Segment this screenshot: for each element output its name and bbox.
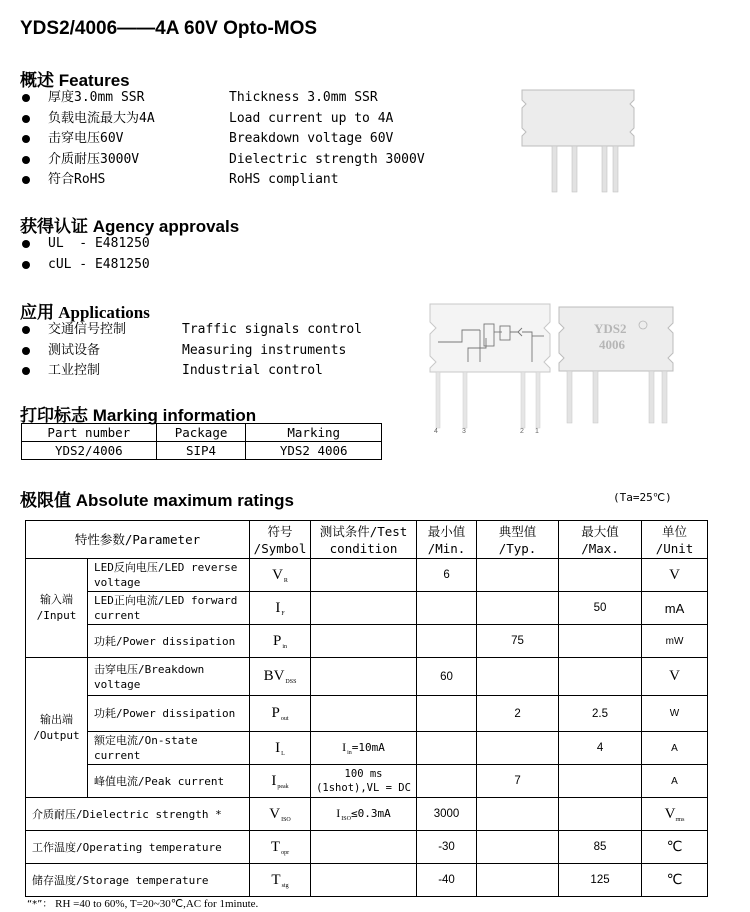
feature-cn: 符合RoHS (48, 172, 106, 187)
applications-heading-cn: 应用 (20, 303, 54, 323)
header-max-en: /Max. (581, 540, 619, 556)
feature-en: Thickness 3.0mm SSR (229, 90, 378, 105)
max-cell: 4 (559, 732, 642, 765)
footnote-text: RH =40 to 60%, T=20~30℃,AC for 1minute. (55, 898, 259, 910)
marking-package: SIP4 (156, 442, 246, 460)
param-line1: LED正向电流/LED forward (94, 594, 238, 607)
feature-item (22, 129, 442, 149)
ratings-table (25, 520, 708, 897)
unit-cell: A (642, 765, 708, 798)
circuit-diagram (428, 302, 552, 434)
table-row (26, 798, 708, 831)
marking-header-part: Part number (22, 424, 157, 442)
symbol-main: BV (263, 668, 285, 684)
symbol-cell (250, 732, 311, 765)
cond-cell (311, 765, 417, 798)
pin-label: 2 (520, 428, 524, 434)
header-typ-cn: 典型值 (498, 523, 537, 539)
bullet-icon (22, 94, 30, 102)
table-row (26, 625, 708, 658)
param-line1: 功耗/Power dissipation (94, 707, 236, 720)
application-item (22, 361, 442, 381)
header-unit-cn: 单位 (662, 523, 688, 539)
cond-line1: 100 ms (344, 768, 383, 780)
symbol-main: V (272, 566, 283, 583)
features-heading-en: Features (58, 71, 130, 90)
typ-cell (477, 798, 559, 831)
output-group-label (26, 658, 88, 798)
symbol-sub: DSS (285, 679, 297, 685)
header-symbol (250, 521, 311, 559)
cond-cell (311, 658, 417, 696)
cond-rest: =10mA (351, 741, 385, 754)
header-symbol-cn: 符号 (267, 523, 293, 539)
cond-rest: ≤0.3mA (350, 807, 391, 820)
param-cell (88, 559, 250, 592)
feature-en: Dielectric strength 3000V (229, 152, 425, 167)
header-test (311, 521, 417, 559)
bullet-icon (22, 115, 30, 123)
feature-cn: 击穿电压60V (48, 131, 124, 146)
min-cell: -30 (417, 831, 477, 864)
product-marking-line2: 4006 (599, 337, 625, 352)
max-cell: 50 (559, 592, 642, 625)
marking-table (21, 423, 382, 460)
bullet-icon (22, 176, 30, 184)
marking-header-marking: Marking (246, 424, 382, 442)
product-image-marked (556, 305, 676, 425)
unit-cell: mW (642, 625, 708, 658)
ratings-condition: (Ta=25℃) (613, 491, 672, 504)
feature-item (22, 88, 442, 108)
table-row (26, 831, 708, 864)
max-cell (559, 798, 642, 831)
table-row (26, 864, 708, 897)
marking-heading-cn: 打印标志 (20, 406, 88, 426)
symbol-cell (250, 592, 311, 625)
header-test-en: condition (329, 540, 398, 556)
symbol-cell (250, 696, 311, 732)
param-cell (88, 696, 250, 732)
symbol-sub: peak (277, 783, 289, 790)
symbol-main: V (269, 805, 281, 822)
symbol-main: P (271, 705, 280, 721)
table-row (26, 592, 708, 625)
min-cell (417, 696, 477, 732)
param-line1: 击穿电压/Breakdown (94, 662, 205, 676)
applications-heading-en: Applications (58, 303, 150, 322)
min-cell: 3000 (417, 798, 477, 831)
ratings-heading-en: Absolute maximum ratings (75, 491, 294, 510)
symbol-cell (250, 658, 311, 696)
pin-label: 3 (462, 428, 466, 434)
unit-cell: V (642, 559, 708, 592)
input-group-label (26, 559, 88, 658)
cond-cell (311, 798, 417, 831)
symbol-cell (250, 765, 311, 798)
symbol-main: T (270, 838, 281, 855)
approval-item (22, 234, 442, 254)
typ-cell (477, 658, 559, 696)
pin-label: 1 (535, 428, 539, 434)
cond-cell (311, 864, 417, 897)
typ-cell (477, 592, 559, 625)
typ-cell (477, 864, 559, 897)
header-max-cn: 最大值 (581, 523, 619, 539)
min-cell: 60 (417, 658, 477, 696)
application-cn: 工业控制 (48, 363, 101, 378)
feature-cn: 负载电流最大为4A (48, 111, 155, 126)
min-cell: 6 (417, 559, 477, 592)
min-cell (417, 592, 477, 625)
application-cn: 测试设备 (48, 343, 101, 358)
cond-main: I (342, 740, 347, 754)
application-item (22, 320, 442, 340)
marking-heading-en: Marking information (92, 406, 257, 425)
symbol-main: I (275, 599, 281, 616)
ratings-heading-cn: 极限值 (20, 491, 71, 511)
unit-sub: rms (675, 816, 685, 823)
header-typ-en: /Typ. (498, 540, 537, 556)
symbol-main: I (271, 772, 277, 789)
cond-cell (311, 831, 417, 864)
feature-cn: 介质耐压3000V (48, 152, 140, 167)
input-group-cn: 输入端 (40, 593, 73, 606)
unit-cell: ℃ (642, 831, 708, 864)
symbol-sub: out (280, 716, 289, 722)
param-cell (88, 625, 250, 658)
symbol-main: P (273, 632, 282, 649)
min-cell: -40 (417, 864, 477, 897)
cond-main: I (336, 806, 341, 820)
max-cell (559, 559, 642, 592)
header-min (417, 521, 477, 559)
ratings-header-row (26, 521, 708, 559)
bullet-icon (22, 367, 30, 375)
unit-cell: W (642, 696, 708, 732)
param-cell: 储存温度/Storage temperature (26, 864, 250, 897)
bullet-icon (22, 240, 30, 248)
header-unit-en: /Unit (655, 540, 694, 556)
unit-cell: V (642, 658, 708, 696)
param-line1: 峰值电流/Peak current (94, 774, 225, 788)
feature-item (22, 170, 442, 190)
feature-item (22, 150, 442, 170)
application-en: Industrial control (182, 363, 323, 378)
feature-cn: 厚度3.0mm SSR (48, 90, 145, 105)
param-line1: 功耗/Power dissipation (94, 634, 236, 648)
typ-cell (477, 559, 559, 592)
param-cell: 介质耐压/Dielectric strength * (26, 798, 250, 831)
min-cell (417, 625, 477, 658)
cond-cell (311, 559, 417, 592)
application-item (22, 341, 442, 361)
bullet-icon (22, 347, 30, 355)
cond-cell (311, 696, 417, 732)
product-image-side (518, 88, 638, 194)
cond-cell (311, 592, 417, 625)
unit-cell: ℃ (642, 864, 708, 897)
table-row (26, 658, 708, 696)
symbol-main: I (275, 739, 281, 756)
typ-cell (477, 732, 559, 765)
feature-en: Load current up to 4A (229, 111, 394, 126)
param-line2: current (94, 749, 141, 762)
approval-item (22, 255, 442, 275)
bullet-icon (22, 135, 30, 143)
symbol-sub: R (283, 577, 288, 584)
param-cell (88, 732, 250, 765)
product-marking-line1: YDS2 (594, 321, 627, 336)
param-line1: 额定电流/On-state (94, 734, 198, 747)
approval-text: cUL - E481250 (48, 257, 150, 272)
symbol-cell (250, 625, 311, 658)
unit-cell: mA (642, 592, 708, 625)
features-heading-cn: 概述 (20, 71, 54, 91)
header-min-en: /Min. (427, 540, 466, 556)
cond-cell (311, 732, 417, 765)
ratings-heading (20, 486, 294, 511)
feature-item (22, 109, 442, 129)
cond-sub: in (347, 750, 352, 756)
header-parameter: 特性参数/Parameter (26, 521, 250, 559)
pin-label: 4 (434, 428, 438, 434)
param-cell: 工作温度/Operating temperature (26, 831, 250, 864)
symbol-sub: in (282, 643, 288, 650)
marking-header-package: Package (156, 424, 246, 442)
max-cell (559, 765, 642, 798)
symbol-cell (250, 798, 311, 831)
marking-row (22, 442, 382, 460)
table-row (26, 732, 708, 765)
symbol-sub: stg (281, 882, 289, 889)
approval-text: UL - E481250 (48, 236, 150, 251)
max-cell: 125 (559, 864, 642, 897)
symbol-cell (250, 831, 311, 864)
bullet-icon (22, 156, 30, 164)
marking-part: YDS2/4006 (22, 442, 157, 460)
output-group-en: /Output (33, 728, 80, 742)
bullet-icon (22, 261, 30, 269)
unit-cell (642, 798, 708, 831)
marking-header-row (22, 424, 382, 442)
symbol-sub: opr (281, 849, 290, 856)
unit-main: V (664, 805, 676, 822)
param-cell (88, 765, 250, 798)
max-cell (559, 658, 642, 696)
application-en: Traffic signals control (182, 322, 363, 337)
application-en: Measuring instruments (182, 343, 347, 358)
unit-cell: A (642, 732, 708, 765)
typ-cell: 75 (477, 625, 559, 658)
footnote-mark: “*”： (27, 899, 53, 910)
typ-cell: 7 (477, 765, 559, 798)
feature-en: RoHS compliant (229, 172, 339, 187)
symbol-cell (250, 864, 311, 897)
symbol-sub: L (281, 750, 285, 757)
typ-cell (477, 831, 559, 864)
cond-sub: ISO (341, 816, 351, 822)
param-line2: current (94, 609, 141, 622)
approvals-heading-cn: 获得认证 (20, 217, 88, 237)
param-cell (88, 658, 250, 696)
application-cn: 交通信号控制 (48, 322, 127, 337)
param-cell (88, 592, 250, 625)
symbol-cell (250, 559, 311, 592)
feature-en: Breakdown voltage 60V (229, 131, 394, 146)
table-row (26, 765, 708, 798)
min-cell (417, 732, 477, 765)
min-cell (417, 765, 477, 798)
header-unit (642, 521, 708, 559)
table-row (26, 559, 708, 592)
header-typ (477, 521, 559, 559)
cond-cell (311, 625, 417, 658)
header-max (559, 521, 642, 559)
symbol-main: T (271, 871, 281, 888)
footnote (27, 895, 258, 910)
max-cell: 2.5 (559, 696, 642, 732)
param-line1: LED反向电压/LED reverse (94, 561, 238, 574)
output-group-cn: 输出端 (40, 712, 73, 726)
max-cell: 85 (559, 831, 642, 864)
header-test-cn: 测试条件/Test (319, 523, 408, 539)
marking-value: YDS2 4006 (246, 442, 382, 460)
header-min-cn: 最小值 (427, 523, 466, 539)
page-title: YDS2/4006——4A 60V Opto-MOS (20, 18, 318, 39)
symbol-sub: ISO (281, 816, 291, 823)
approvals-heading-en: Agency approvals (92, 217, 240, 236)
max-cell (559, 625, 642, 658)
header-symbol-en: /Symbol (253, 540, 307, 556)
input-group-en: /Input (36, 609, 77, 622)
cond-line2: (1shot),VL = DC (316, 782, 411, 794)
param-line2: voltage (94, 677, 141, 691)
typ-cell: 2 (477, 696, 559, 732)
symbol-sub: F (281, 610, 285, 617)
table-row (26, 696, 708, 732)
param-line2: voltage (94, 576, 141, 589)
bullet-icon (22, 326, 30, 334)
